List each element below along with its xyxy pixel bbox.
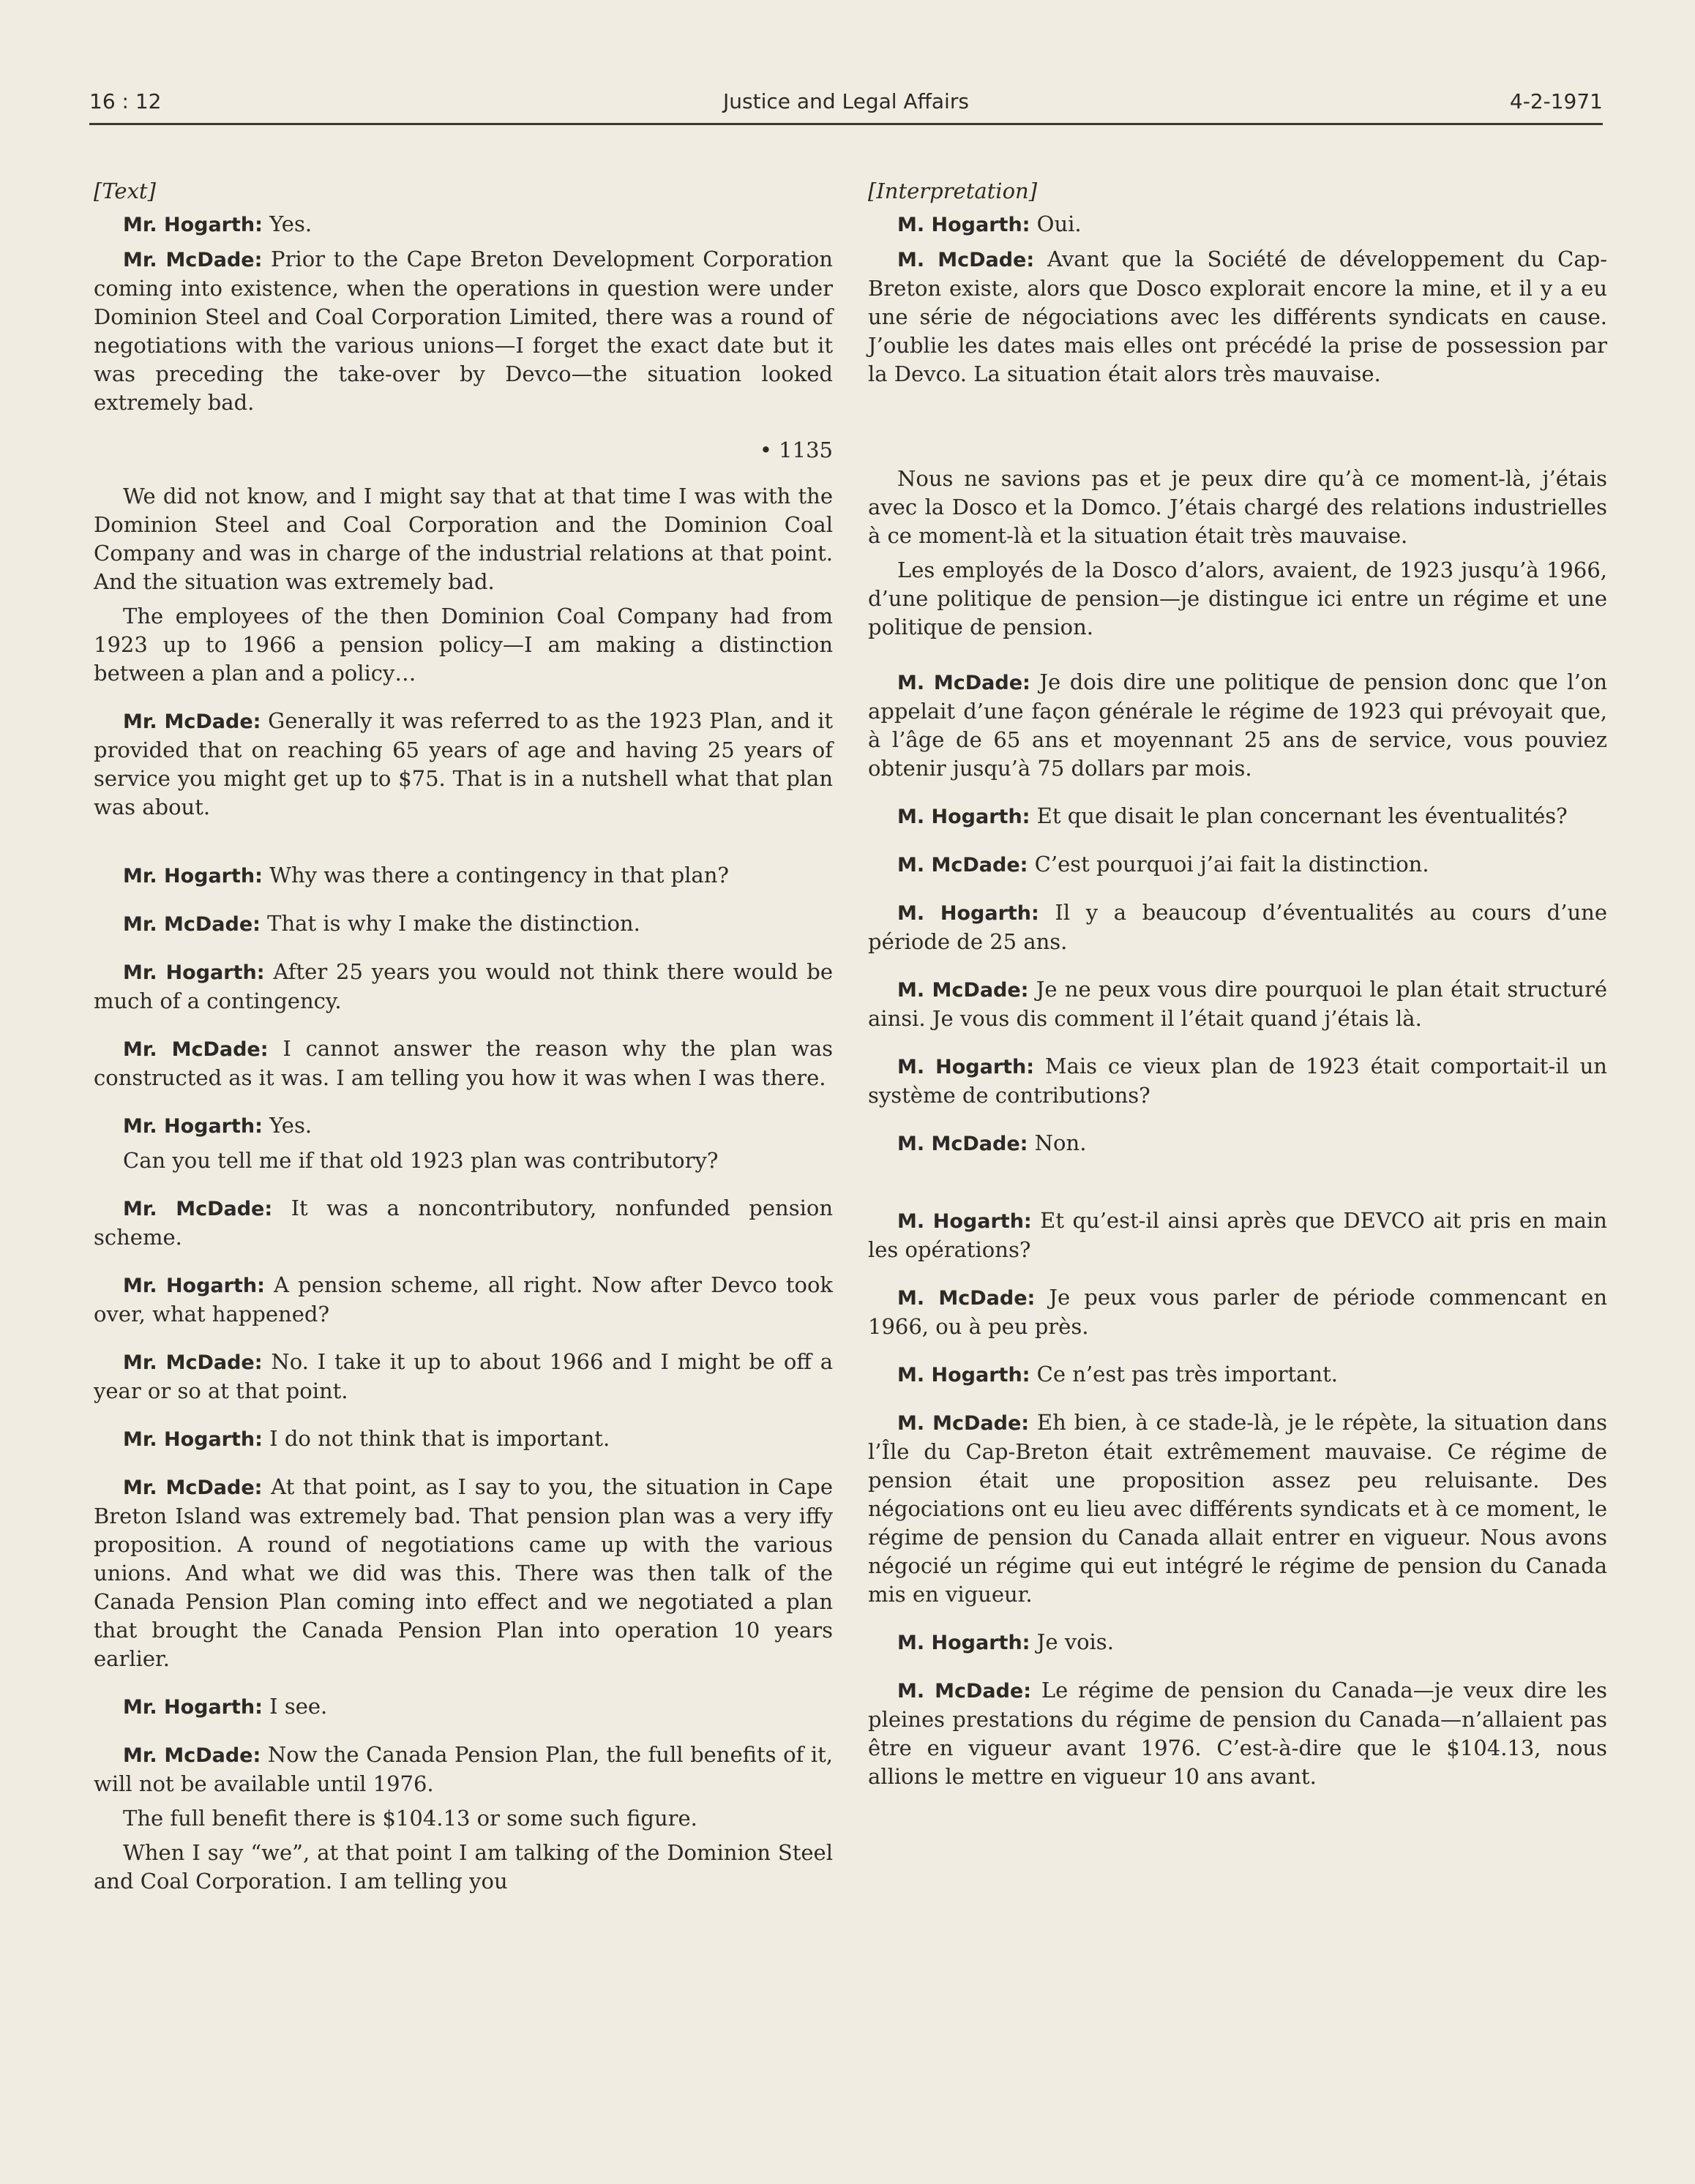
french-column <box>868 177 1607 1810</box>
speaker: Mr. Hogarth: <box>123 961 265 984</box>
paragraph: M. Hogarth: Mais ce vieux plan de 1923 était comportait-il un système de contributions? <box>868 1054 1607 1108</box>
paragraph: M. Hogarth: Et qu’est-il ainsi après que DEVCO ait pris en main les opérations? <box>868 1208 1607 1262</box>
running-title: Justice and Legal Affairs <box>723 89 969 113</box>
speaker: M. Hogarth: <box>897 214 1030 236</box>
paragraph: Mr. McDade: At that point, as I say to you, the situation in Cape Breton Island was extremely bad. That pension plan was a very iffy proposition. A round of negotiations came up with the various unions. And what we did was this. There was then talk of the Canada Pension Plan coming into effect and we negotiated a plan that brought the Canada Pension Plan into operation 10 years earlier. <box>94 1474 833 1671</box>
paragraph: M. McDade: Avant que la Société de développement du Cap-Breton existe, alors que Dosco explorait encore la mine, et il y a eu une série de négociations avec les différents syndicats en cause. J’oublie les dates mais elles ont précédé la prise de possession par la Devco. La situation était alors très mauvaise. <box>868 247 1608 386</box>
paragraph: M. McDade: Non. <box>897 1130 1087 1155</box>
paragraph: M. Hogarth: Oui. <box>897 211 1082 236</box>
speaker: Mr. McDade: <box>123 1351 263 1374</box>
speaker: Mr. McDade: <box>123 1038 269 1061</box>
english-column <box>94 177 833 1915</box>
paragraph: M. Hogarth: Et que disait le plan concernant les éventualités? <box>897 803 1568 828</box>
paragraph: Mr. Hogarth: After 25 years you would not think there would be much of a contingency. <box>94 959 833 1013</box>
paragraph: M. McDade: Je peux vous parler de période commencant en 1966, ou à peu près. <box>868 1285 1608 1339</box>
speaker: M. McDade: <box>897 979 1029 1002</box>
paragraph: Can you tell me if that old 1923 plan was contributory? <box>123 1148 719 1173</box>
paragraph: Mr. McDade: That is why I make the distinction. <box>123 911 640 936</box>
paragraph: M. McDade: Eh bien, à ce stade-là, je le répète, la situation dans l’Île du Cap-Breton était extrêmement mauvaise. Ce régime de pension était une proposition assez peu reluisante. Des négociations ont eu lieu avec différents syndicats et à ce moment, le régime de pension du Canada allait entrer en vigueur. Nous avons négocié un régime qui eut intégré le régime de pension du Canada mis en vigueur. <box>868 1410 1608 1607</box>
paragraph: Mr. Hogarth: A pension scheme, all right. Now after Devco took over, what happened? <box>94 1272 833 1326</box>
paragraph: M. McDade: C’est pourquoi j’ai fait la distinction. <box>897 852 1429 877</box>
paragraph: The full benefit there is $104.13 or some such figure. <box>123 1806 697 1831</box>
paragraph: Mr. Hogarth: Why was there a contingency in that plan? <box>123 863 729 888</box>
speaker: M. Hogarth: <box>897 806 1030 828</box>
speaker: M. Hogarth: <box>897 1364 1030 1386</box>
speaker: M. McDade: <box>897 1287 1036 1310</box>
speaker: M. Hogarth: <box>897 1632 1030 1654</box>
paragraph: Mr. McDade: It was a noncontributory, nonfunded pension scheme. <box>94 1196 833 1250</box>
paragraph: Mr. Hogarth: Yes. <box>123 1113 313 1138</box>
paragraph: Mr. Hogarth: I see. <box>123 1694 328 1719</box>
speaker: Mr. Hogarth: <box>123 214 263 236</box>
speaker: M. Hogarth: <box>897 1210 1032 1233</box>
speaker: Mr. McDade: <box>123 1744 261 1767</box>
speaker: Mr. McDade: <box>123 249 263 271</box>
column-tag: [Interpretation] <box>868 179 1038 203</box>
paragraph: Mr. McDade: Prior to the Cape Breton Development Corporation coming into existence, when the operations in question were under Dominion Steel and Coal Corporation Limited, there was a round of negotiations with the various unions—I forget the exact date but it was preceding the take-over by Devco—the situation looked extremely bad. <box>94 247 833 415</box>
paragraph: Les employés de la Dosco d’alors, avaient, de 1923 jusqu’à 1966, d’une politique de pension—je distingue ici entre un régime et une politique de pension. <box>868 558 1607 639</box>
page-header <box>89 86 1603 125</box>
paragraph: The employees of the then Dominion Coal Company had from 1923 up to 1966 a pension policy—I am making a distinction between a plan and a policy… <box>94 604 833 686</box>
time-marker: • 1135 <box>759 438 833 462</box>
paragraph: Mr. Hogarth: Yes. <box>123 211 313 236</box>
page-number: 16 : 12 <box>89 89 162 113</box>
paragraph: M. Hogarth: Ce n’est pas très important. <box>897 1362 1338 1386</box>
paragraph: When I say “we”, at that point I am talking of the Dominion Steel and Coal Corporation. I am telling you <box>94 1840 833 1894</box>
paragraph: Nous ne savions pas et je peux dire qu’à ce moment-là, j’étais avec la Dosco et la Domco. J’étais chargé des relations industrielles à ce moment-là et la situation était très mauvaise. <box>868 466 1607 548</box>
speaker: Mr. McDade: <box>123 1476 263 1499</box>
paragraph: M. Hogarth: Je vois. <box>897 1629 1114 1654</box>
paragraph: Mr. McDade: Generally it was referred to as the 1923 Plan, and it provided that on reaching 65 years of age and having 25 years of service you might get up to $75. That is in a nutshell what that plan was about. <box>94 708 834 819</box>
speaker: Mr. McDade: <box>123 913 261 936</box>
speaker: Mr. McDade: <box>123 710 261 733</box>
speaker: M. Hogarth: <box>897 1056 1035 1078</box>
paragraph: We did not know, and I might say that at that time I was with the Dominion Steel and Coal Corporation and the Dominion Coal Company and was in charge of the industrial relations at that point. And the situation was extremely bad. <box>94 484 833 594</box>
page-date: 4-2-1971 <box>1509 89 1603 113</box>
speaker: Mr. McDade: <box>123 1198 273 1220</box>
speaker: M. McDade: <box>897 249 1035 271</box>
speaker: Mr. Hogarth: <box>123 1696 263 1719</box>
speaker: M. McDade: <box>897 1680 1032 1703</box>
speaker: M. McDade: <box>897 672 1030 694</box>
paragraph: Mr. McDade: No. I take it up to about 1966 and I might be off a year or so at that point. <box>94 1349 833 1403</box>
paragraph: Mr. Hogarth: I do not think that is important. <box>123 1426 610 1451</box>
paragraph: M. McDade: Le régime de pension du Canada—je veux dire les pleines prestations du régime de pension du Canada—n’allaient pas être en vigueur avant 1976. C’est-à-dire que le $104.13, nous allions le mettre en vigueur 10 ans avant. <box>868 1678 1607 1789</box>
speaker: M. McDade: <box>897 854 1028 877</box>
speaker: M. McDade: <box>897 1412 1030 1435</box>
column-tag: [Text] <box>94 179 156 203</box>
paragraph: M. McDade: Je ne peux vous dire pourquoi le plan était structuré ainsi. Je vous dis comment il l’était quand j’étais là. <box>868 977 1608 1031</box>
paragraph: Mr. McDade: I cannot answer the reason why the plan was constructed as it was. I am telling you how it was when I was there. <box>94 1036 833 1090</box>
speaker: Mr. Hogarth: <box>123 1115 263 1138</box>
speaker: Mr. Hogarth: <box>123 865 263 888</box>
paragraph: M. McDade: Je dois dire une politique de pension donc que l’on appelait d’une façon générale le régime de 1923 qui prévoyait que, à l’âge de 65 ans et moyennant 25 ans de service, vous pouviez obtenir jusqu’à 75 dollars par mois. <box>868 669 1608 781</box>
speaker: Mr. Hogarth: <box>123 1428 263 1451</box>
speaker: M. McDade: <box>897 1133 1028 1155</box>
speaker: M. Hogarth: <box>897 902 1039 925</box>
paragraph: Mr. McDade: Now the Canada Pension Plan, the full benefits of it, will not be available until 1976. <box>94 1742 834 1796</box>
speaker: Mr. Hogarth: <box>123 1275 265 1297</box>
paragraph: M. Hogarth: Il y a beaucoup d’éventualités au cours d’une période de 25 ans. <box>868 900 1607 954</box>
